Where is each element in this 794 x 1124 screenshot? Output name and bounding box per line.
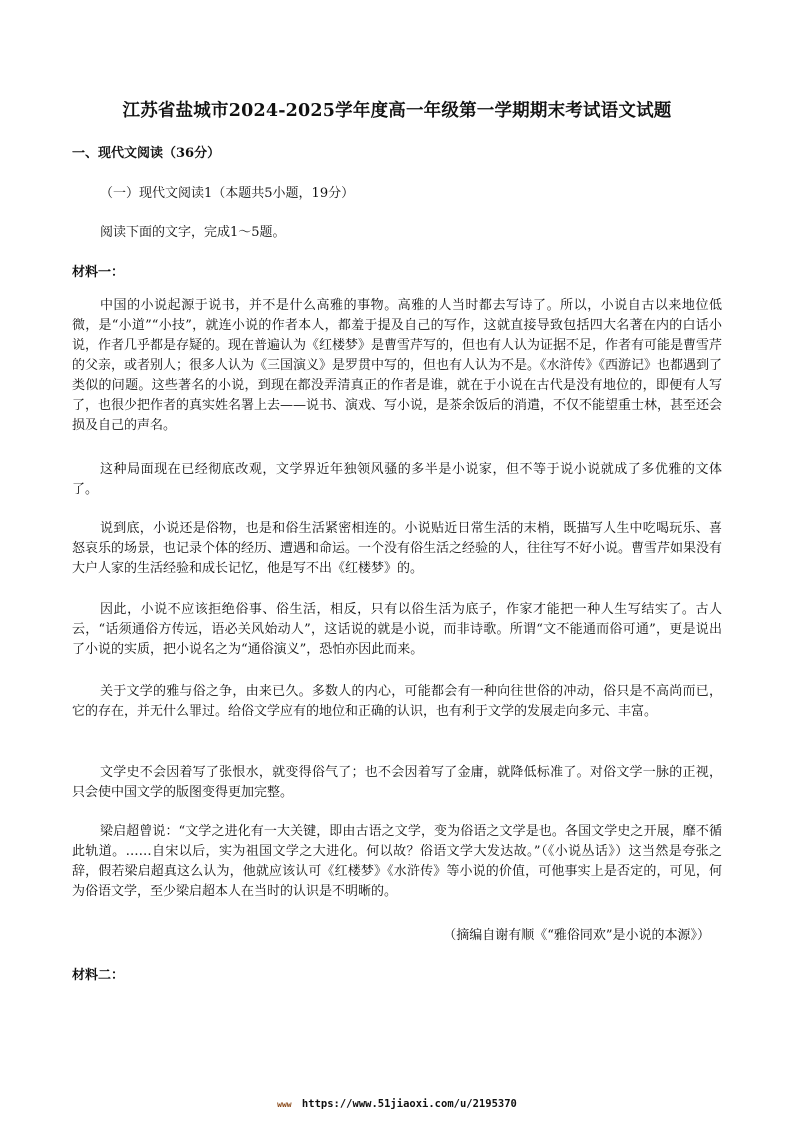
page-title: 江苏省盐城市2024-2025学年度高一年级第一学期期末考试语文试题 xyxy=(122,101,672,121)
paragraph-1: 中国的小说起源于说书，并不是什么高雅的事物。高雅的人当时都去写诗了。所以，小说自古以来地位低微，是“小道”“小技”，就连小说的作者本人，都羞于提及自己的写作，这就直接导致包括四大名著在内的白话小说，作者几乎都是存疑的。现在普遍认为《红楼梦》是曹雪芹写的，但也有人认为证据不足，作者有可能是曹雪芹的父亲，或者别人；很多人认为《三国演义》是罗贯中写的，但也有人认为不是。《水浒传》《西游记》也都遇到了类似的问题。这些著名的小说，到现在都没弄清真正的作者是谁，就在于小说在古代是没有地位的，即便有人写了，也很少把作者的真实姓名署上去——说书、演戏、写小说，是茶余饭后的消遣，不仅不能望重士林，甚至还会损及自己的声名。 xyxy=(72,298,723,433)
material-two-label: 材料二： xyxy=(72,968,125,983)
footer-prefix: www xyxy=(277,1100,292,1109)
source-citation: （摘编自谢有顺《“雅俗同欢”是小说的本源》） xyxy=(443,928,710,943)
instruction-text: 阅读下面的文字，完成1～5题。 xyxy=(100,225,286,240)
paragraph-4: 因此，小说不应该拒绝俗事、俗生活，相反，只有以俗生活为底子，作家才能把一种人生写结实了。古人云，“话须通俗方传远，语必关风始动人”，这话说的就是小说，而非诗歌。所谓“文不能通而俗可通”，更是说出了小说的实质，把小说名之为“通俗演义”，恐怕亦因此而来。 xyxy=(72,602,722,657)
footer-watermark[interactable] xyxy=(0,1098,794,1110)
material-one-label: 材料一： xyxy=(72,265,125,280)
paragraph-6: 文学史不会因着写了张恨水，就变得俗气了；也不会因着写了金庸，就降低标准了。对俗文学一脉的正视，只会使中国文学的版图变得更加完整。 xyxy=(72,765,722,800)
paragraph-7: 梁启超曾说：“文学之进化有一大关键，即由古语之文学，变为俗语之文学是也。各国文学史之开展，靡不循此轨道。……自宋以后，实为祖国文学之大进化。何以故？俗语文学大发达故。”（《小说丛话》）这当然是夸张之辞，假若梁启超真这么认为，他就应该认可《红楼梦》《水浒传》等小说的价值，可他事实上是否定的，可见，何为俗语文学，至少梁启超本人在当时的认识是不明晰的。 xyxy=(72,824,722,899)
section-heading: 一、现代文阅读（36分） xyxy=(72,146,221,161)
paragraph-5: 关于文学的雅与俗之争，由来已久。多数人的内心，可能都会有一种向往世俗的冲动，俗只是不高尚而已，它的存在，并无什么罪过。给俗文学应有的地位和正确的认识，也有利于文学的发展走向多元、丰富。 xyxy=(72,684,722,719)
paragraph-2: 这种局面现在已经彻底改观，文学界近年独领风骚的多半是小说家，但不等于说小说就成了多优雅的文体了。 xyxy=(72,462,722,497)
paragraph-3: 说到底，小说还是俗物，也是和俗生活紧密相连的。小说贴近日常生活的末梢，既描写人生中吃喝玩乐、喜怒哀乐的场景，也记录个体的经历、遭遇和命运。一个没有俗生活之经验的人，往往写不好小说。曹雪芹如果没有大户人家的生活经验和成长记忆，他是写不出《红楼梦》的。 xyxy=(72,521,723,576)
footer-url-link[interactable]: https://www.51jiaoxi.com/u/2195370 xyxy=(301,1098,517,1110)
subsection-heading: （一）现代文阅读1（本题共5小题，19分） xyxy=(100,186,355,201)
